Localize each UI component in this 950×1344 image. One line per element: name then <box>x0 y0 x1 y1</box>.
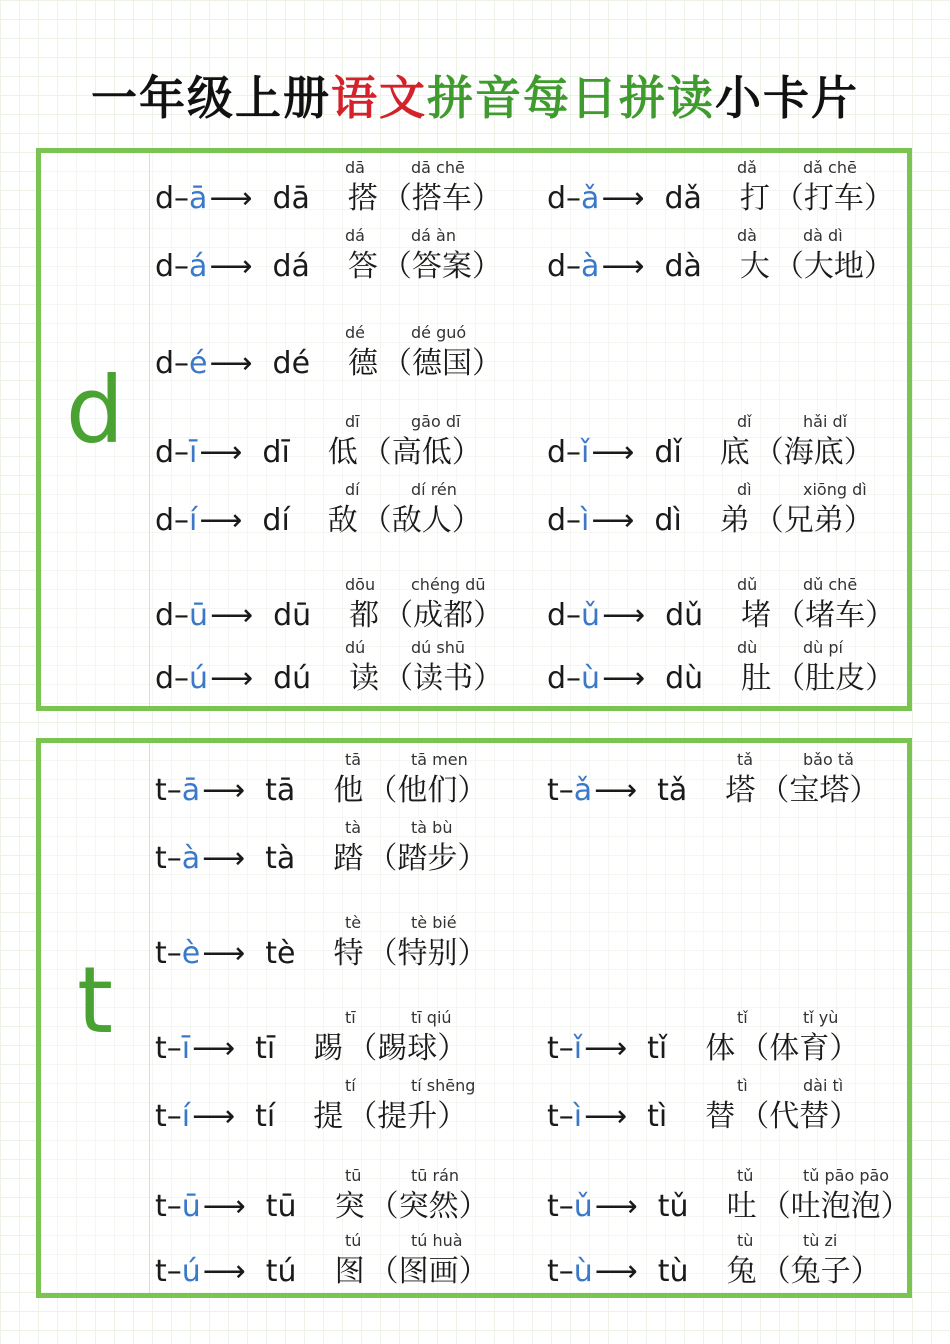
example-word: （答案） <box>381 249 502 284</box>
example-character: 兔 <box>726 1254 757 1289</box>
combined-syllable: dà <box>664 249 702 284</box>
word-pinyin: bǎo tǎ <box>803 750 854 769</box>
combined-syllable: dí <box>262 503 290 538</box>
initial-consonant: d <box>155 435 175 470</box>
final-vowel: ā <box>189 181 208 216</box>
arrow-icon: ⟶ <box>210 661 254 696</box>
entry-line <box>155 179 502 219</box>
combined-syllable: dá <box>272 249 310 284</box>
initial-consonant: d <box>155 661 175 696</box>
combined-syllable: dū <box>273 598 312 633</box>
initial-consonant: d <box>155 181 175 216</box>
entry-line <box>155 501 482 541</box>
combined-syllable: tī <box>255 1031 276 1066</box>
example-word: （大地） <box>773 249 894 284</box>
initial-consonant: d <box>547 435 567 470</box>
dash: – <box>174 346 190 381</box>
entry-line <box>155 596 503 636</box>
character-pinyin: tǎ <box>737 750 754 769</box>
dash: – <box>166 773 182 808</box>
combined-syllable: dǎ <box>664 181 702 216</box>
example-word: （踢球） <box>347 1031 468 1066</box>
entry-line <box>547 1097 859 1137</box>
initial-consonant: t <box>547 773 559 808</box>
word-pinyin: dí rén <box>411 480 457 499</box>
combined-syllable: tū <box>265 1189 297 1224</box>
title-part-topic: 拼音每日拼读 <box>427 71 715 125</box>
entry-line <box>547 501 874 541</box>
arrow-icon: ⟶ <box>602 598 646 633</box>
final-vowel: è <box>181 936 201 971</box>
example-word: （搭车） <box>381 181 502 216</box>
arrow-icon: ⟶ <box>602 661 646 696</box>
character-pinyin: tī <box>345 1008 356 1027</box>
final-vowel: ú <box>181 1254 201 1289</box>
character-pinyin: tǐ <box>737 1008 748 1027</box>
example-character: 大 <box>739 249 770 284</box>
example-word: （体育） <box>739 1031 860 1066</box>
arrow-icon: ⟶ <box>202 841 246 876</box>
character-pinyin: tū <box>345 1166 362 1185</box>
dash: – <box>166 1099 182 1134</box>
entry-line <box>547 1187 911 1227</box>
dash: – <box>166 1189 182 1224</box>
example-character: 弟 <box>719 503 750 538</box>
initial-consonant: d <box>155 598 175 633</box>
word-pinyin: dù pí <box>803 638 843 657</box>
arrow-icon: ⟶ <box>202 936 246 971</box>
initial-consonant: t <box>155 1099 167 1134</box>
arrow-icon: ⟶ <box>192 1099 236 1134</box>
character-pinyin: dú <box>345 638 366 657</box>
entry-line <box>155 1252 489 1292</box>
combined-syllable: tǐ <box>647 1031 668 1066</box>
entry-line <box>547 1252 881 1292</box>
initial-consonant: d <box>547 661 567 696</box>
dash: – <box>558 1189 574 1224</box>
word-pinyin: tè bié <box>411 913 457 932</box>
dash: – <box>166 841 182 876</box>
example-character: 底 <box>719 435 750 470</box>
example-word: （高低） <box>361 435 482 470</box>
word-pinyin: dá àn <box>411 226 456 245</box>
final-vowel: ā <box>181 773 201 808</box>
entry-line <box>547 596 895 636</box>
entry-line <box>155 1097 467 1137</box>
entry-line <box>547 179 894 219</box>
initial-consonant: t <box>155 841 167 876</box>
entry-line <box>547 659 895 699</box>
character-pinyin: dì <box>737 480 752 499</box>
dash: – <box>174 503 190 538</box>
character-pinyin: tā <box>345 750 362 769</box>
arrow-icon: ⟶ <box>601 181 645 216</box>
combined-syllable: tì <box>647 1099 668 1134</box>
dash: – <box>566 503 582 538</box>
arrow-icon: ⟶ <box>594 1254 638 1289</box>
initial-consonant: t <box>155 1031 167 1066</box>
final-vowel: á <box>189 249 208 284</box>
character-pinyin: dí <box>345 480 360 499</box>
dash: – <box>166 936 182 971</box>
entry-line <box>155 1187 489 1227</box>
character-pinyin: dù <box>737 638 758 657</box>
character-pinyin: tú <box>345 1231 362 1250</box>
example-word: （兄弟） <box>753 503 874 538</box>
combined-syllable: tù <box>657 1254 689 1289</box>
final-vowel: à <box>581 249 600 284</box>
arrow-icon: ⟶ <box>202 773 246 808</box>
entry-line <box>155 247 502 287</box>
example-character: 肚 <box>741 661 772 696</box>
combined-syllable: dǐ <box>654 435 682 470</box>
final-vowel: í <box>189 503 198 538</box>
example-word: （踏步） <box>367 841 488 876</box>
entry-line <box>547 433 874 473</box>
character-pinyin: dōu <box>345 575 376 594</box>
dash: – <box>174 435 190 470</box>
dash: – <box>566 435 582 470</box>
final-vowel: ǎ <box>573 773 593 808</box>
initial-consonant: t <box>155 936 167 971</box>
card-t <box>36 738 912 1298</box>
character-pinyin: tè <box>345 913 362 932</box>
character-pinyin: dǐ <box>737 412 752 431</box>
dash: – <box>166 1254 182 1289</box>
initial-consonant: d <box>547 249 567 284</box>
arrow-icon: ⟶ <box>209 181 253 216</box>
character-pinyin: tì <box>737 1076 748 1095</box>
combined-syllable: dī <box>262 435 290 470</box>
example-word: （堵车） <box>775 598 896 633</box>
initial-consonant: t <box>155 1189 167 1224</box>
example-word: （宝塔） <box>759 773 880 808</box>
final-vowel: ū <box>181 1189 201 1224</box>
arrow-icon: ⟶ <box>199 503 243 538</box>
final-vowel: ī <box>181 1031 191 1066</box>
initial-consonant: t <box>155 773 167 808</box>
word-pinyin: tù zi <box>803 1231 838 1250</box>
dash: – <box>174 249 190 284</box>
entry-line <box>155 1029 467 1069</box>
example-character: 替 <box>705 1099 736 1134</box>
entry-line <box>155 771 487 811</box>
example-word: （特别） <box>367 936 488 971</box>
character-pinyin: tí <box>345 1076 356 1095</box>
initial-consonant: t <box>547 1099 559 1134</box>
entry-line <box>547 1029 859 1069</box>
combined-syllable: tí <box>255 1099 276 1134</box>
word-pinyin: chéng dū <box>411 575 486 594</box>
arrow-icon: ⟶ <box>202 1254 246 1289</box>
word-pinyin: dé guó <box>411 323 467 342</box>
dash: – <box>166 1031 182 1066</box>
title-part-cards: 小卡片 <box>715 71 859 125</box>
dash: – <box>558 1031 574 1066</box>
arrow-icon: ⟶ <box>601 249 645 284</box>
dash: – <box>566 598 582 633</box>
entry-line <box>155 934 487 974</box>
page-title <box>0 62 950 128</box>
combined-syllable: tǔ <box>657 1189 689 1224</box>
word-pinyin: tū rán <box>411 1166 460 1185</box>
dash: – <box>558 1254 574 1289</box>
example-character: 图 <box>334 1254 365 1289</box>
card-divider <box>149 743 150 1293</box>
example-word: （肚皮） <box>775 661 896 696</box>
example-character: 他 <box>333 773 364 808</box>
entry-line <box>155 659 503 699</box>
initial-consonant: d <box>547 503 567 538</box>
entry-line <box>155 433 482 473</box>
example-character: 踢 <box>313 1031 344 1066</box>
combined-syllable: tè <box>265 936 296 971</box>
example-word: （敌人） <box>361 503 482 538</box>
arrow-icon: ⟶ <box>209 249 253 284</box>
combined-syllable: dǔ <box>665 598 704 633</box>
dash: – <box>566 249 582 284</box>
character-pinyin: tà <box>345 818 362 837</box>
arrow-icon: ⟶ <box>202 1189 246 1224</box>
example-word: （图画） <box>368 1254 489 1289</box>
example-word: （提升） <box>347 1099 468 1134</box>
example-character: 堵 <box>741 598 772 633</box>
character-pinyin: tǔ <box>737 1166 754 1185</box>
final-vowel: ù <box>573 1254 593 1289</box>
example-character: 体 <box>705 1031 736 1066</box>
combined-syllable: dé <box>272 346 311 381</box>
word-pinyin: dǔ chē <box>803 575 858 594</box>
word-pinyin: hǎi dǐ <box>803 412 848 431</box>
combined-syllable: dù <box>665 661 704 696</box>
combined-syllable: tà <box>265 841 296 876</box>
initial-consonant: t <box>547 1254 559 1289</box>
example-character: 敌 <box>327 503 358 538</box>
dash: – <box>558 1099 574 1134</box>
example-word: （打车） <box>773 181 894 216</box>
example-character: 都 <box>349 598 380 633</box>
final-vowel: ǔ <box>573 1189 593 1224</box>
combined-syllable: dì <box>654 503 682 538</box>
character-pinyin: dā <box>345 158 365 177</box>
example-character: 搭 <box>347 181 378 216</box>
word-pinyin: dú shū <box>411 638 465 657</box>
card-letter-d: d <box>65 357 125 464</box>
initial-consonant: d <box>155 346 175 381</box>
example-word: （德国） <box>382 346 503 381</box>
example-character: 答 <box>347 249 378 284</box>
final-vowel: ǐ <box>581 435 590 470</box>
arrow-icon: ⟶ <box>584 1031 628 1066</box>
character-pinyin: dé <box>345 323 365 342</box>
card-divider <box>149 153 150 706</box>
dash: – <box>566 181 582 216</box>
word-pinyin: tí shēng <box>411 1076 476 1095</box>
arrow-icon: ⟶ <box>584 1099 628 1134</box>
final-vowel: ī <box>189 435 198 470</box>
arrow-icon: ⟶ <box>192 1031 236 1066</box>
word-pinyin: dǎ chē <box>803 158 857 177</box>
dash: – <box>566 661 582 696</box>
word-pinyin: tú huà <box>411 1231 463 1250</box>
initial-consonant: d <box>547 598 567 633</box>
arrow-icon: ⟶ <box>209 346 253 381</box>
entry-line <box>547 771 879 811</box>
title-part-grade: 一年级上册 <box>91 71 331 125</box>
final-vowel: ì <box>573 1099 583 1134</box>
character-pinyin: dǎ <box>737 158 757 177</box>
example-character: 特 <box>333 936 364 971</box>
word-pinyin: tǔ pāo pāo <box>803 1166 890 1185</box>
character-pinyin: tù <box>737 1231 754 1250</box>
word-pinyin: tà bù <box>411 818 453 837</box>
final-vowel: ú <box>189 661 209 696</box>
card-d <box>36 148 912 711</box>
example-character: 踏 <box>333 841 364 876</box>
word-pinyin: tǐ yù <box>803 1008 839 1027</box>
final-vowel: é <box>189 346 208 381</box>
combined-syllable: tú <box>265 1254 297 1289</box>
arrow-icon: ⟶ <box>594 1189 638 1224</box>
example-character: 读 <box>349 661 380 696</box>
arrow-icon: ⟶ <box>591 435 635 470</box>
example-word: （吐泡泡） <box>760 1189 911 1224</box>
example-character: 提 <box>313 1099 344 1134</box>
character-pinyin: dà <box>737 226 757 245</box>
dash: – <box>174 181 190 216</box>
combined-syllable: dú <box>273 661 312 696</box>
final-vowel: à <box>181 841 201 876</box>
arrow-icon: ⟶ <box>591 503 635 538</box>
arrow-icon: ⟶ <box>594 773 638 808</box>
example-character: 突 <box>334 1189 365 1224</box>
initial-consonant: t <box>155 1254 167 1289</box>
word-pinyin: dā chē <box>411 158 465 177</box>
entry-line <box>155 839 487 879</box>
final-vowel: ǎ <box>581 181 600 216</box>
dash: – <box>558 773 574 808</box>
card-letter-t: t <box>76 947 114 1054</box>
word-pinyin: dài tì <box>803 1076 844 1095</box>
character-pinyin: dī <box>345 412 360 431</box>
final-vowel: ù <box>581 661 601 696</box>
combined-syllable: tā <box>265 773 296 808</box>
entry-line <box>155 344 502 384</box>
example-word: （成都） <box>383 598 504 633</box>
word-pinyin: gāo dī <box>411 412 461 431</box>
word-pinyin: tā men <box>411 750 468 769</box>
title-part-subject: 语文 <box>331 71 427 125</box>
initial-consonant: d <box>547 181 567 216</box>
example-word: （他们） <box>367 773 488 808</box>
initial-consonant: d <box>155 249 175 284</box>
example-character: 低 <box>327 435 358 470</box>
initial-consonant: t <box>547 1031 559 1066</box>
arrow-icon: ⟶ <box>210 598 254 633</box>
final-vowel: ū <box>189 598 209 633</box>
word-pinyin: dà dì <box>803 226 843 245</box>
initial-consonant: t <box>547 1189 559 1224</box>
dash: – <box>174 598 190 633</box>
example-character: 吐 <box>726 1189 757 1224</box>
example-character: 打 <box>739 181 770 216</box>
combined-syllable: tǎ <box>657 773 688 808</box>
example-character: 德 <box>348 346 379 381</box>
initial-consonant: d <box>155 503 175 538</box>
final-vowel: ì <box>581 503 590 538</box>
arrow-icon: ⟶ <box>199 435 243 470</box>
example-word: （兔子） <box>760 1254 881 1289</box>
word-pinyin: tī qiú <box>411 1008 452 1027</box>
dash: – <box>174 661 190 696</box>
entry-line <box>547 247 894 287</box>
example-word: （代替） <box>739 1099 860 1134</box>
character-pinyin: dá <box>345 226 365 245</box>
example-word: （突然） <box>368 1189 489 1224</box>
final-vowel: ǐ <box>573 1031 583 1066</box>
combined-syllable: dā <box>272 181 310 216</box>
example-word: （海底） <box>753 435 874 470</box>
character-pinyin: dǔ <box>737 575 758 594</box>
final-vowel: í <box>181 1099 191 1134</box>
example-character: 塔 <box>725 773 756 808</box>
final-vowel: ǔ <box>581 598 601 633</box>
word-pinyin: xiōng dì <box>803 480 867 499</box>
example-word: （读书） <box>383 661 504 696</box>
